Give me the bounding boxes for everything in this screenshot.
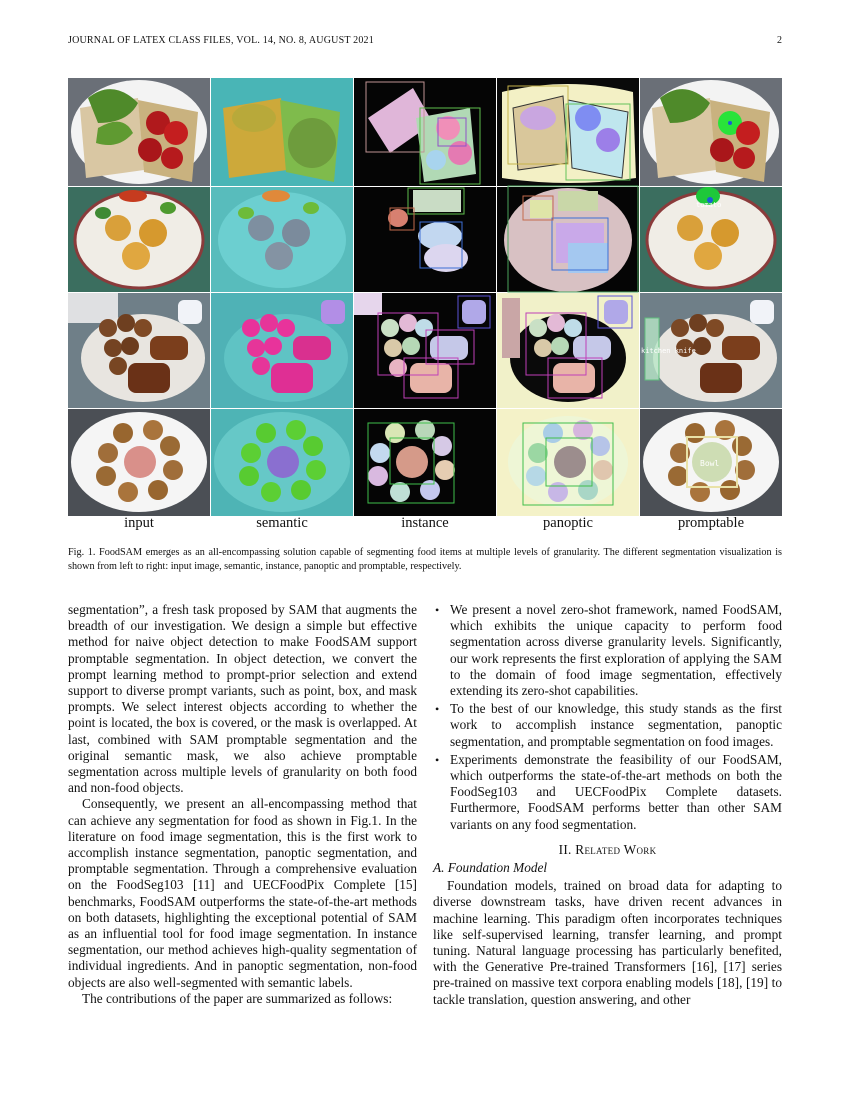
row2-input bbox=[68, 187, 210, 292]
column-label-semantic: semantic bbox=[256, 515, 308, 531]
subsection-heading: A. Foundation Model bbox=[433, 860, 548, 876]
row3-instance bbox=[354, 293, 496, 408]
bullet-icon: • bbox=[435, 603, 440, 617]
bowl-overlay-label: Bowl bbox=[700, 459, 720, 468]
figure-column-labels bbox=[68, 515, 782, 535]
row2-semantic bbox=[211, 187, 353, 292]
row2-instance bbox=[354, 187, 496, 292]
running-header: JOURNAL OF LATEX CLASS FILES, VOL. 14, NO. 8, AUGUST 2021 bbox=[68, 35, 374, 46]
row2-panoptic bbox=[497, 186, 639, 292]
contribution-list bbox=[433, 602, 782, 833]
list-item bbox=[433, 752, 782, 833]
list-item-text: Experiments demonstrate the feasibility of our FoodSAM, which outperforms the state-of-the-art methods on both the FoodSeg103 and UECFoodPix Complete datasets. Furthermore, FoodSAM performs better than other SAM variants on any food segmentation. bbox=[450, 751, 782, 832]
tomato-overlay-label: tomato bbox=[696, 201, 722, 209]
paragraph: segmentation”, a fresh task proposed by SAM that augments the breadth of our investigation. We design a simple but effective method for naive object detection to make FoodSAM support promptable segmentation. In object detection, we convert the prompt learning method to prompt-prior selection and extend support to diverse prompt variants, such as point, box, and mask prompts. We select interest objects according to whether the point is located, the box is covered, or the mask is overlapped. At last, combined with SAM promptable segmentation and the original semantic mask, we also achieve promptable segmentation across multiple levels of granularity on both food and non-food objects. bbox=[68, 602, 417, 796]
bullet-icon: • bbox=[435, 752, 440, 767]
paragraph: Consequently, we present an all-encompassing method that can achieve any segmentation for food as shown in Fig.1. In the literature on food image segmentation, this is the first work to accomplish instance segmentation, panoptic segmentation, and promptable segmentation. Through a comprehensive evaluation on the FoodSeg103 [11] and UECFoodPix Complete [15] benchmarks, FoodSAM outperforms the state-of-the-art methods on both datasets, highlighting the exceptional potential of SAM as an influential tool for food image segmentation. In instance segmentation, our method achieves high-quality segmentation of individual ingredients. And in panoptic segmentation, non-food objects are also well-segmented with semantic labels. bbox=[68, 796, 417, 990]
column-label-promptable: promptable bbox=[677, 515, 745, 531]
row3-input bbox=[68, 293, 210, 408]
list-item-text: We present a novel zero-shot framework, named FoodSAM, which exhibits the unique capacity to perform food segmentation across diverse granularity levels. Significantly, our work represents the first exploration of applying the SAM to the domain of food image segmentation, effectively extending its zero-shot capabilities. bbox=[450, 602, 782, 699]
right-column bbox=[433, 602, 782, 1008]
row1-semantic bbox=[211, 78, 353, 186]
row1-panoptic bbox=[497, 78, 639, 186]
row4-promptable bbox=[640, 409, 782, 516]
row3-promptable bbox=[640, 293, 782, 408]
row4-semantic bbox=[211, 409, 353, 516]
row2-promptable bbox=[640, 187, 782, 292]
kitchen-knife-overlay-label: kitchen knife bbox=[641, 347, 696, 355]
column-label-input: input bbox=[124, 515, 154, 531]
paragraph: Foundation models, trained on broad data for adapting to diverse downstream tasks, have driven recent advances in machine learning. This paradigm often incorporates techniques like self-supervised learning, transfer learning, and prompt tuning. Natural language processing has particularly benefited, with the Generative Pre-trained Transformers [16], [17] series pre-trained on massive text corpora enabling models [18], [19] to tackle translation, question answering, and other bbox=[433, 878, 782, 1007]
row3-semantic bbox=[211, 293, 353, 408]
figure-1-grid bbox=[68, 78, 782, 516]
row4-panoptic bbox=[497, 409, 639, 516]
page-number: 2 bbox=[777, 35, 782, 46]
bullet-icon: • bbox=[435, 702, 440, 717]
row4-instance bbox=[354, 409, 496, 516]
column-label-instance: instance bbox=[401, 515, 449, 531]
section-heading: II. Related Work bbox=[558, 841, 657, 857]
row1-instance bbox=[354, 78, 496, 186]
list-item-text: To the best of our knowledge, this study stands as the first work to accomplish instance segmentation, panoptic segmentation, and promptable segmentation on food images. bbox=[450, 701, 782, 749]
figure-caption: Fig. 1. FoodSAM emerges as an all-encompassing solution capable of segmenting food items at multiple levels of granularity. The different segmentation visualization is shown from left to right: input image, semantic, instance, panoptic and promptable, respectively. bbox=[68, 547, 782, 572]
left-column bbox=[68, 602, 417, 1007]
list-item bbox=[433, 602, 782, 699]
list-item bbox=[433, 701, 782, 750]
row1-promptable bbox=[640, 78, 782, 186]
row1-input bbox=[68, 78, 210, 186]
column-label-panoptic: panoptic bbox=[543, 515, 593, 531]
row4-input bbox=[68, 409, 210, 516]
row3-panoptic bbox=[497, 293, 639, 408]
paragraph: The contributions of the paper are summarized as follows: bbox=[82, 990, 393, 1006]
